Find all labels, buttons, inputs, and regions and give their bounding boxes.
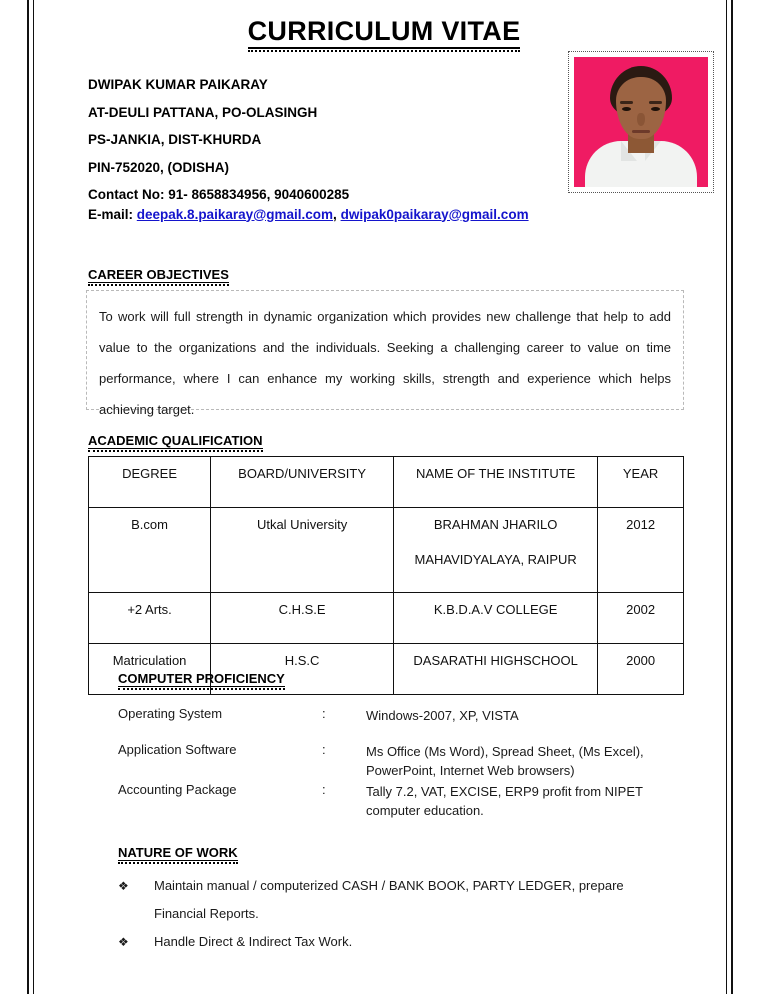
cell-year: 2012: [598, 508, 684, 593]
section-heading-academic-qualification-text: ACADEMIC QUALIFICATION: [88, 433, 263, 448]
cell-board: Utkal University: [211, 508, 394, 593]
applicant-email-row: [88, 208, 528, 222]
nature-of-work-list: [118, 872, 678, 956]
applicant-address-line-1: AT-DEULI PATTANA, PO-OLASINGH: [88, 104, 318, 120]
applicant-contact-block: [88, 78, 528, 221]
proficiency-row: [118, 742, 678, 782]
applicant-contact-number: Contact No: 91- 8658834956, 9040600285: [88, 187, 350, 202]
applicant-photo-frame: [568, 51, 714, 193]
applicant-photo: [574, 57, 708, 187]
proficiency-row: [118, 706, 678, 726]
photo-eyebrow-right: [649, 101, 662, 104]
proficiency-label: Operating System: [118, 706, 223, 721]
proficiency-separator: :: [322, 782, 326, 797]
applicant-name: DWIPAK KUMAR PAIKARAY: [88, 77, 268, 92]
photo-mouth: [632, 130, 650, 133]
section-heading-career-objectives-text: CAREER OBJECTIVES: [88, 267, 229, 282]
table-row: [89, 508, 684, 593]
proficiency-row: [118, 782, 678, 822]
cell-institute-line-1: BRAHMAN JHARILO: [433, 517, 558, 532]
page-title-text: CURRICULUM VITAE: [248, 18, 521, 49]
cell-board: H.S.C: [211, 644, 394, 695]
cell-degree: +2 Arts.: [89, 593, 211, 644]
cell-institute: [394, 508, 598, 593]
email-separator: ,: [333, 206, 337, 222]
section-heading-computer-proficiency-text: COMPUTER PROFICIENCY: [118, 671, 285, 686]
cell-year: 2002: [598, 593, 684, 644]
cell-degree: Matriculation: [89, 644, 211, 695]
table-row: [89, 593, 684, 644]
proficiency-value: Windows-2007, XP, VISTA: [366, 708, 519, 723]
academic-qualification-table: [88, 456, 684, 695]
career-objectives-box: [86, 290, 684, 417]
diamond-bullet-icon: ❖: [118, 879, 129, 893]
photo-nose: [637, 113, 645, 126]
column-header-board: BOARD/UNIVERSITY: [211, 457, 394, 508]
email-link-primary[interactable]: deepak.8.paikaray@gmail.com: [136, 206, 334, 222]
computer-proficiency-list: [118, 706, 678, 822]
cell-institute: K.B.D.A.V COLLEGE: [394, 593, 598, 644]
cell-institute-line-2: MAHAVIDYALAYA, RAIPUR: [414, 552, 577, 567]
applicant-address-line-3: PIN-752020, (ODISHA): [88, 159, 230, 175]
section-heading-career-objectives: [88, 268, 229, 283]
column-header-institute: NAME OF THE INSTITUTE: [394, 457, 598, 508]
photo-eye-left: [622, 107, 631, 111]
page-title: [0, 18, 768, 49]
cell-year: 2000: [598, 644, 684, 695]
career-objectives-text: To work will full strength in dynamic organization which provides new challenge that help to add value to the organizations and the individuals. Seeking a challenging career to value on time performance, where I can enhance my working skills, strength and experience which helps achieving target.: [99, 309, 671, 417]
section-heading-nature-of-work-text: NATURE OF WORK: [118, 845, 238, 860]
section-heading-nature-of-work: [118, 846, 238, 861]
proficiency-separator: :: [322, 742, 326, 757]
list-item: [118, 872, 678, 928]
list-item: [118, 928, 678, 956]
proficiency-value: Ms Office (Ms Word), Spread Sheet, (Ms Excel), PowerPoint, Internet Web browsers): [366, 744, 644, 778]
column-header-degree: DEGREE: [89, 457, 211, 508]
cell-board: C.H.S.E: [211, 593, 394, 644]
photo-eye-right: [651, 107, 660, 111]
list-item-text: Handle Direct & Indirect Tax Work.: [154, 934, 353, 949]
list-item-text: Maintain manual / computerized CASH / BANK BOOK, PARTY LEDGER, prepare Financial Reports.: [154, 878, 624, 921]
email-label: E-mail:: [88, 206, 134, 222]
diamond-bullet-icon: ❖: [118, 935, 129, 949]
column-header-year: YEAR: [598, 457, 684, 508]
cell-institute: DASARATHI HIGHSCHOOL: [394, 644, 598, 695]
section-heading-academic-qualification: [88, 434, 263, 449]
proficiency-label: Application Software: [118, 742, 237, 757]
table-header-row: [89, 457, 684, 508]
section-heading-computer-proficiency: [118, 672, 285, 687]
cell-degree: B.com: [89, 508, 211, 593]
proficiency-label: Accounting Package: [118, 782, 237, 797]
proficiency-separator: :: [322, 706, 326, 721]
applicant-address-line-2: PS-JANKIA, DIST-KHURDA: [88, 132, 262, 147]
email-link-secondary[interactable]: dwipak0paikaray@gmail.com: [340, 206, 529, 222]
proficiency-value: Tally 7.2, VAT, EXCISE, ERP9 profit from NIPET computer education.: [366, 784, 643, 818]
photo-eyebrow-left: [620, 101, 633, 104]
